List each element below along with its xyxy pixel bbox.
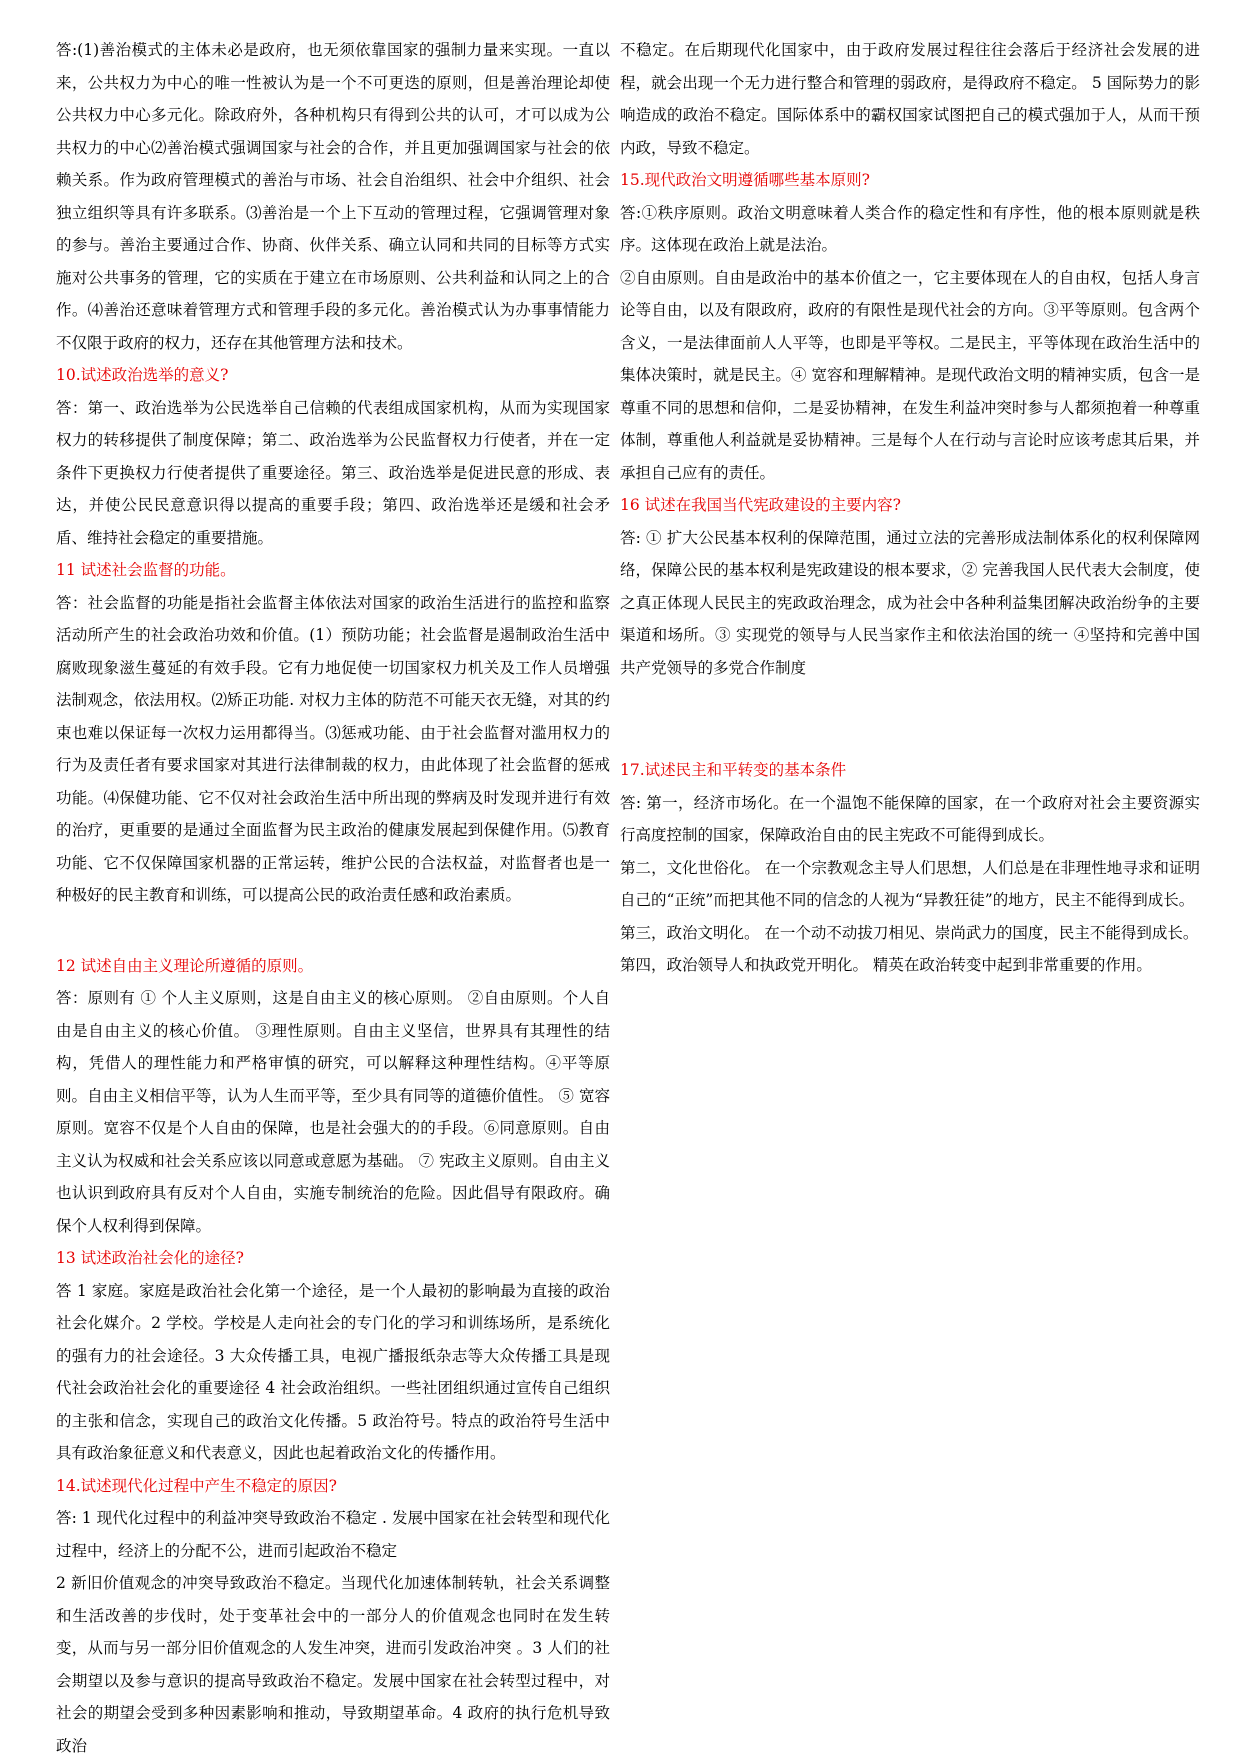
answer-12: 答：原则有 ① 个人主义原则，这是自由主义的核心原则。 ②自由原则。个人自由是自由主义的核心价值。 ③理性原则。自由主义坚信，世界具有其理性的结构，凭借人的理性能力和严格审慎的研究，可以解释这种理性结构。④平等原则。自由主义相信平等，认为人生而平等，至少具有同等的道德价值性。 ⑤ 宽容原则。宽容不仅是个人自由的保障，也是社会强大的的手段。⑥同意原则。自由主义认为权威和社会关系应该以同意或意愿为基础。 ⑦ 宪政主义原则。自由主义也认识到政府具有反对个人自由，实施专制统治的危险。因此倡导有限政府。确保个人权利得到保障。 xyxy=(56,989,610,1235)
answer-17-part4: 第四，政治领导人和执政党开明化。 精英在政治转变中起到非常重要的作用。 xyxy=(620,956,1152,974)
question-12: 12 试述自由主义理论所遵循的原则。 xyxy=(56,956,314,975)
answer-16: 答: ① 扩大公民基本权利的保障范围，通过立法的完善形成法制体系化的权利保障网络，保障公民的基本权利是宪政建设的根本要求，② 完善我国人民代表大会制度，使之真正体现人民民主的宪政政治理念，成为社会中各种利益集团解决政治纷争的主要渠道和场所。③ 实现党的领导与人民当家作主和依法治国的统一 ④坚持和完善中国共产党领导的多党合作制度 xyxy=(620,528,1200,677)
answer-14-continued: 不稳定。在后期现代化国家中，由于政府发展过程往往会落后于经济社会发展的进程，就会出现一个无力进行整合和管理的弱政府，是得政府不稳定。 5 国际势力的影响造成的政治不稳定。国际体系中的霸权国家试图把自己的模式强加于人，从而干预内政，导致不稳定。 xyxy=(620,41,1200,157)
question-15: 15.现代政治文明遵循哪些基本原则? xyxy=(620,171,870,189)
answer-15-part2: ②自由原则。自由是政治中的基本价值之一，它主要体现在人的自由权，包括人身言论等自由，以及有限政府，政府的有限性是现代社会的方向。③平等原则。包含两个含义，一是法律面前人人平等，也即是平等权。二是民主，平等体现在政治生活中的集体决策时，就是民主。④ 宽容和理解精神。是现代政治文明的精神实质，包含一是尊重不同的思想和信仰，二是妥协精神，在发生利益冲突时参与人都须抱着一种尊重体制，尊重他人利益就是妥协精神。三是每个人在行动与言论时应该考虑其后果，并承担自己应有的责任。 xyxy=(620,268,1200,482)
answer-15-part1: 答:①秩序原则。政治文明意味着人类合作的稳定性和有序性，他的根本原则就是秩序。这体现在政治上就是法治。 xyxy=(620,203,1200,254)
answer-17-part3: 第三，政治文明化。 在一个动不动拔刀相见、崇尚武力的国度，民主不能得到成长。 xyxy=(620,923,1199,942)
spacer xyxy=(56,912,610,950)
question-16: 16 试述在我国当代宪政建设的主要内容? xyxy=(620,496,901,514)
answer-17-part2: 第二，文化世俗化。 在一个宗教观念主导人们思想，人们总是在非理性地寻求和证明自己的“正统”而把其他不同的信念的人视为“异教狂徒”的地方，民主不能得到成长。 xyxy=(620,858,1200,909)
question-10: 10.试述政治选举的意义? xyxy=(56,366,229,384)
left-column xyxy=(56,34,610,1762)
answer-17-part1: 答: 第一，经济市场化。在一个温饱不能保障的国家，在一个政府对社会主要资源实行高度控制的国家，保障政治自由的民主宪政不可能得到成长。 xyxy=(620,793,1200,844)
answer-11: 答：社会监督的功能是指社会监督主体依法对国家的政治生活进行的监控和监察活动所产生的社会政治功效和价值。(1）预防功能；社会监督是遏制政治生活中腐败现象滋生蔓延的有效手段。它有力地促使一切国家权力机关及工作人员增强法制观念，依法用权。⑵矫正功能. 对权力主体的防范不可能天衣无缝，对其的约束也难以保证每一次权力运用都得当。⑶惩戒功能、由于社会监督对滥用权力的行为及责任者有要求国家对其进行法律制裁的权力，由此体现了社会监督的惩戒功能。⑷保健功能、它不仅对社会政治生活中所出现的弊病及时发现并进行有效的治疗，更重要的是通过全面监督为民主政治的健康发展起到保健作用。⑸教育功能、它不仅保障国家机器的正常运转，维护公民的合法权益，对监督者也是一种极好的民主教育和训练，可以提高公民的政治责任感和政治素质。 xyxy=(56,593,610,904)
answer-9: 答:(1)善治模式的主体未必是政府，也无须依靠国家的强制力量来实现。一直以来，公共权力为中心的唯一性被认为是一个不可更迭的原则，但是善治理论却使公共权力中心多元化。除政府外，各种机构只有得到公共的认可，才可以成为公共权力的中心⑵善治模式强调国家与社会的合作，并且更加强调国家与社会的依赖关系。作为政府管理模式的善治与市场、社会自治组织、社会中介组织、社会独立组织等具有许多联系。⑶善治是一个上下互动的管理过程，它强调管理对象的参与。善治主要通过合作、协商、伙伴关系、确立认同和共同的目标等方式实施对公共事务的管理，它的实质在于建立在市场原则、公共利益和认同之上的合作。⑷善治还意味着管理方式和管理手段的多元化。善治模式认为办事事情能力不仅限于政府的权力，还存在其他管理方法和技术。 xyxy=(56,41,610,352)
answer-14-part2: 2 新旧价值观念的冲突导致政治不稳定。当现代化加速体制转轨，社会关系调整和生活改善的步伐时，处于变革社会中的一部分人的价值观念也同时在发生转变，从而与另一部分旧价值观念的人发生冲突，进而引发政治冲突 。3 人们的社会期望以及参与意识的提高导致政治不稳定。发展中国家在社会转型过程中，对社会的期望会受到多种因素影响和推动，导致期望革命。4 政府的执行危机导致政治 xyxy=(56,1574,610,1755)
answer-10: 答：第一、政治选举为公民选举自己信赖的代表组成国家机构，从而为实现国家权力的转移提供了制度保障；第二、政治选举为公民监督权力行使者，并在一定条件下更换权力行使者提供了重要途径。第三、政治选举是促进民意的形成、表达，并使公民民意意识得以提高的重要手段；第四、政治选举还是缓和社会矛盾、维持社会稳定的重要措施。 xyxy=(56,398,610,547)
answer-14-part1: 答: 1 现代化过程中的利益冲突导致政治不稳定 . 发展中国家在社会转型和现代化过程中，经济上的分配不公，进而引起政治不稳定 xyxy=(56,1509,610,1560)
question-13: 13 试述政治社会化的途径? xyxy=(56,1249,244,1267)
answer-13: 答 1 家庭。家庭是政治社会化第一个途径，是一个人最初的影响最为直接的政治社会化媒介。2 学校。学校是人走向社会的专门化的学习和训练场所，是系统化的强有力的社会途径。3 大众传播工具，电视广播报纸杂志等大众传播工具是现代社会政治社会化的重要途径 4 社会政治组织。一些社团组织通过宣传自己组织的主张和信念，实现自己的政治文化传播。5 政治符号。特点的政治符号生活中具有政治象征意义和代表意义，因此也起着政治文化的传播作用。 xyxy=(56,1281,610,1462)
question-17: 17.试述民主和平转变的基本条件 xyxy=(620,761,847,779)
right-column xyxy=(620,34,1200,982)
question-14: 14.试述现代化过程中产生不稳定的原因? xyxy=(56,1476,337,1495)
question-11: 11 试述社会监督的功能。 xyxy=(56,561,236,579)
spacer xyxy=(620,684,1200,754)
